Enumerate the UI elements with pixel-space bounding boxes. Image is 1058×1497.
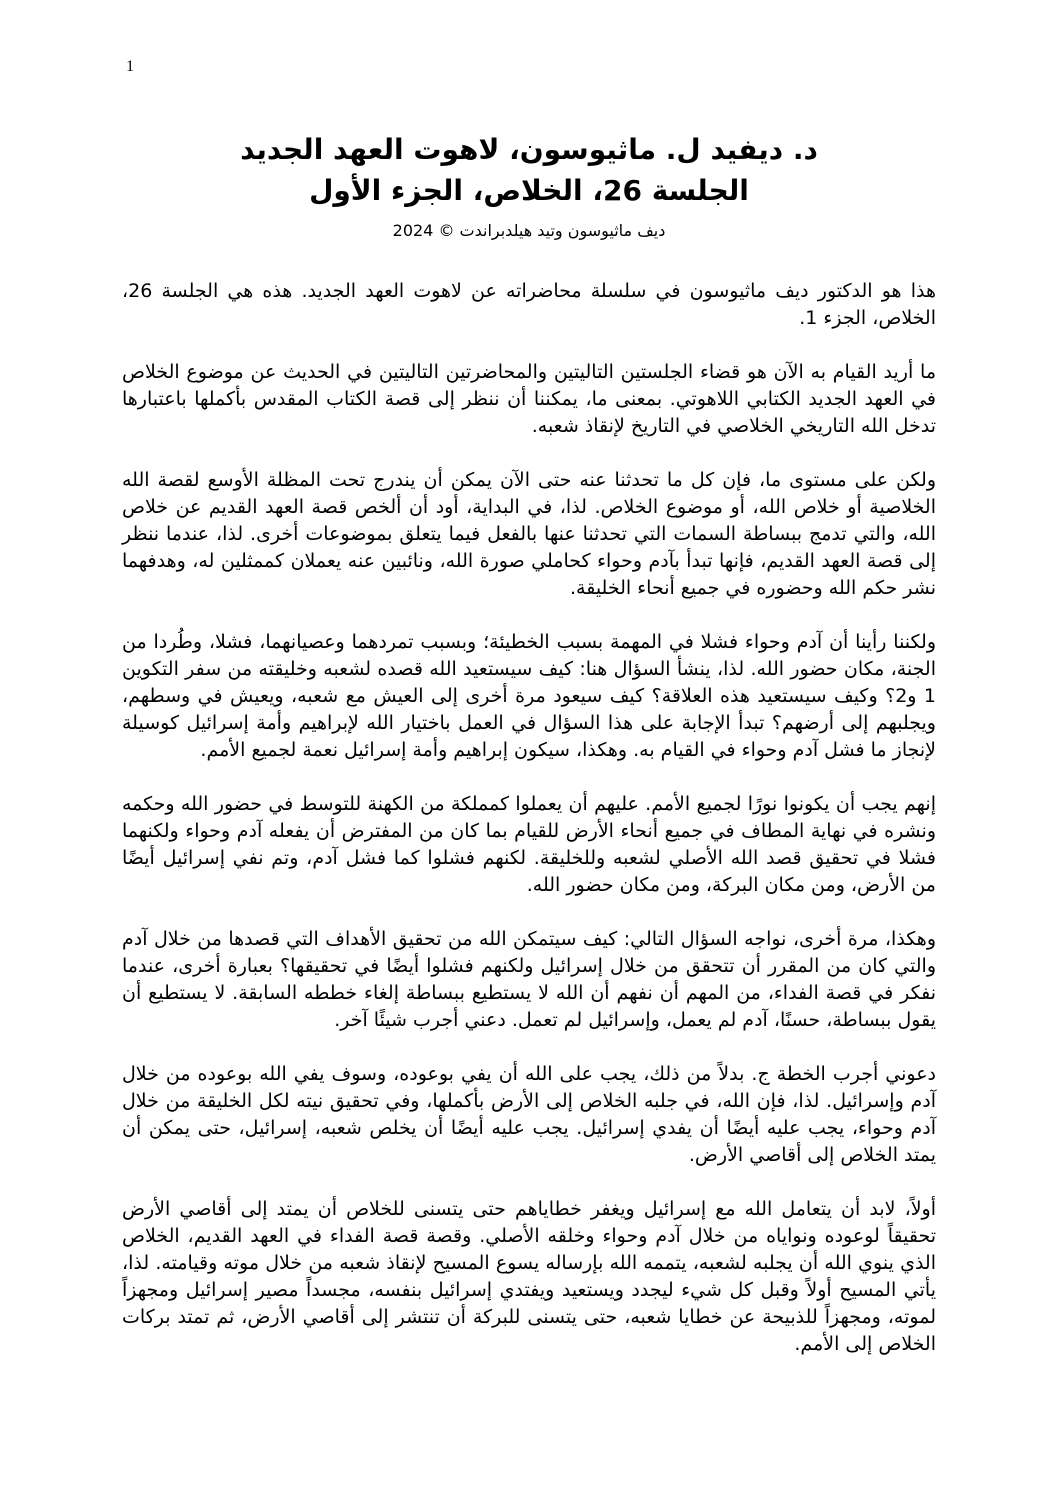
document-title-line-1: د. ديفيد ل. ماثيوسون، لاهوت العهد الجديد bbox=[240, 133, 818, 166]
document-title-line-2: الجلسة 26، الخلاص، الجزء الأول bbox=[309, 173, 749, 207]
copyright-line: ديف ماثيوسون وتيد هيلدبراندت © 2024 bbox=[392, 221, 666, 241]
paragraph-4: ولكننا رأينا أن آدم وحواء فشلا في المهمة بسبب الخطيئة؛ وبسبب تمردهما وعصيانهما، فشلا، وطُردا من الجنة، مكان حضور الله. لذا، ينشأ السؤال هنا: كيف سيستعيد الله قصده لشعبه وخليقته من سفر التكوين 1 و2؟ وكيف سيستعيد هذه العلاقة؟ كيف سيعود مرة أخرى إلى العيش مع شعبه، ويعيش في وسطهم، ويجلبهم إلى أرضهم؟ تبدأ الإجابة على هذا السؤال في العمل باختيار الله لإبراهيم وأمة إسرائيل كوسيلة لإنجاز ما فشل آدم وحواء في القيام به. وهكذا، سيكون إبراهيم وأمة إسرائيل نعمة لجميع الأمم. bbox=[122, 631, 936, 762]
document-body bbox=[122, 278, 936, 1358]
paragraph-8: أولاً، لابد أن يتعامل الله مع إسرائيل ويغفر خطاياهم حتى يتسنى للخلاص أن يمتد إلى أقاصي الأرض تحقيقاً لوعوده ونواياه من خلال آدم وحواء وخلقه الأصلي. وقصة قصة الفداء في العهد القديم، الخلاص الذي ينوي الله أن يجلبه لشعبه، يتممه الله بإرساله يسوع المسيح لإنقاذ شعبه من خلال موته وقيامته. لذا، يأتي المسيح أولاً وقبل كل شيء ليجدد ويستعيد ويفتدي إسرائيل بنفسه، مجسداً مصير إسرائيل ومجهزاً لموته، ومجهزاً للذبيحة عن خطايا شعبه، حتى يتسنى للبركة أن تنتشر إلى أقاصي الأرض، ثم تمتد بركات الخلاص إلى الأمم. bbox=[122, 1198, 936, 1356]
paragraph-1: هذا هو الدكتور ديف ماثيوسون في سلسلة محاضراته عن لاهوت العهد الجديد. هذه هي الجلسة 26، الخلاص، الجزء 1. bbox=[122, 280, 936, 330]
paragraph-6: وهكذا، مرة أخرى، نواجه السؤال التالي: كيف سيتمكن الله من تحقيق الأهداف التي قصدها من خلال آدم والتي كان من المقرر أن تتحقق من خلال إسرائيل ولكنهم فشلوا أيضًا في تحقيقها؟ بعبارة أخرى، عندما نفكر في قصة الفداء، من المهم أن نفهم أن الله لا يستطيع ببساطة إلغاء خططه السابقة. لا يستطيع أن يقول ببساطة، حسنًا، آدم لم يعمل، وإسرائيل لم تعمل. دعني أجرب شيئًا آخر. bbox=[122, 928, 936, 1032]
paragraph-2: ما أريد القيام به الآن هو قضاء الجلستين التاليتين والمحاضرتين التاليتين في الحديث عن موضوع الخلاص في العهد الجديد الكتابي اللاهوتي. بمعنى ما، يمكننا أن ننظر إلى قصة الكتاب المقدس بأكملها باعتبارها تدخل الله التاريخي الخلاصي في التاريخ لإنقاذ شعبه. bbox=[122, 361, 936, 438]
document-header bbox=[122, 130, 936, 240]
paragraph-7: دعوني أجرب الخطة ج. بدلاً من ذلك، يجب على الله أن يفي بوعوده، وسوف يفي الله بوعوده من خلال آدم وإسرائيل. لذا، فإن الله، في جلبه الخلاص إلى الأرض بأكملها، وفي تحقيق نيته لكل الخليقة من خلال آدم وحواء، يجب عليه أيضًا أن يفدي إسرائيل. يجب عليه أيضًا أن يخلص شعبه، إسرائيل، حتى يمكن أن يمتد الخلاص إلى أقاصي الأرض. bbox=[122, 1063, 936, 1167]
page-number: 1 bbox=[126, 58, 134, 75]
paragraph-5: إنهم يجب أن يكونوا نورًا لجميع الأمم. عليهم أن يعملوا كمملكة من الكهنة للتوسط في حضور الله وحكمه ونشره في نهاية المطاف في جميع أنحاء الأرض للقيام بما كان من المفترض أن يفعله آدم وحواء ولكنهما فشلا في تحقيق قصد الله الأصلي لشعبه وللخليقة. لكنهم فشلوا كما فشل آدم، وتم نفي إسرائيل أيضًا من الأرض، ومن مكان البركة، ومن مكان حضور الله. bbox=[122, 793, 936, 897]
paragraph-3: ولكن على مستوى ما، فإن كل ما تحدثنا عنه حتى الآن يمكن أن يندرج تحت المظلة الأوسع لقصة الله الخلاصية أو خلاص الله، أو موضوع الخلاص. لذا، في البداية، أود أن ألخص قصة العهد القديم عن خلاص الله، والتي تدمج ببساطة السمات التي تحدثنا عنها بالفعل فيما يتعلق بموضوعات أخرى. لذا، عندما ننظر إلى قصة العهد القديم، فإنها تبدأ بآدم وحواء كحاملي صورة الله، ونائبين عنه يعملان كممثلين له، وهدفهما نشر حكم الله وحضوره في جميع أنحاء الخليقة. bbox=[122, 469, 936, 600]
